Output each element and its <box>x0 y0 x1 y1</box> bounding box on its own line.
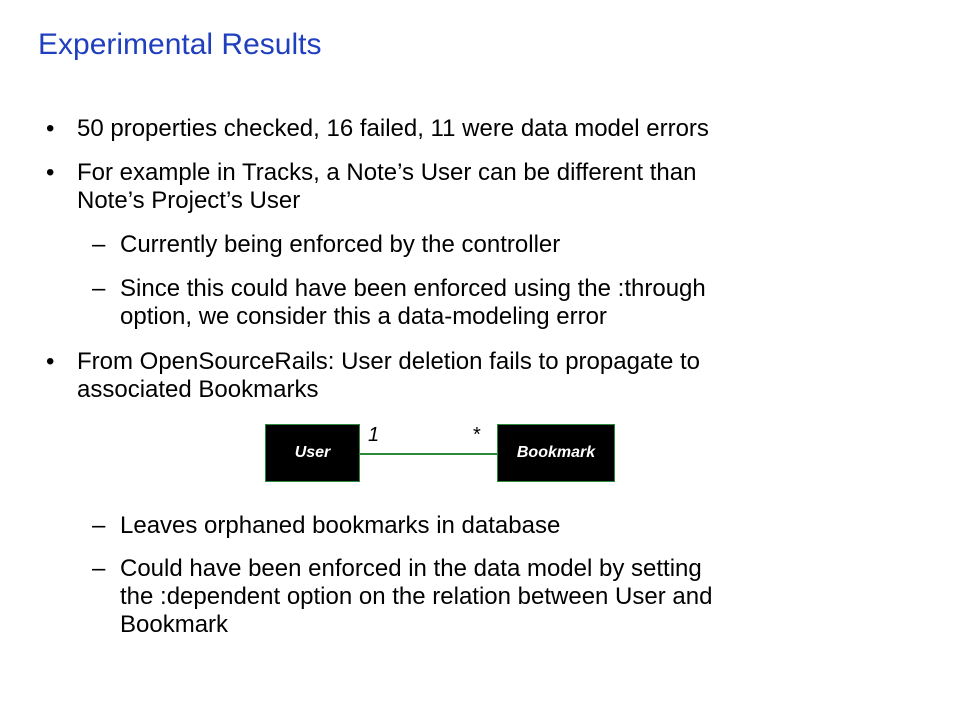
bullet-text-line-1: From OpenSourceRails: User deletion fails to propagate to <box>77 348 700 375</box>
sub-item-text: Leaves orphaned bookmarks in database <box>120 512 561 539</box>
sub-item-through-option <box>92 275 922 331</box>
sub-item-controller <box>92 231 922 259</box>
sub-item-text-line-3: Bookmark <box>120 611 229 638</box>
sub-item-text: Currently being enforced by the controller <box>120 231 561 258</box>
bullet-item-properties <box>46 115 922 143</box>
bullet-marker: • <box>46 348 55 375</box>
bullet-text-line-2: Note’s Project’s User <box>77 187 301 214</box>
bullet-item-opensourcerails <box>46 348 922 404</box>
uml-class-bookmark-label: Bookmark <box>516 444 596 461</box>
bullet-text-line-1: For example in Tracks, a Note’s User can be different than <box>77 159 697 186</box>
bullet-marker: • <box>46 115 55 142</box>
bullet-marker: • <box>46 159 55 186</box>
slide-title: Experimental Results <box>38 28 322 61</box>
association-line <box>360 453 497 455</box>
dash-marker: – <box>92 555 106 582</box>
dash-marker: – <box>92 275 106 302</box>
multiplicity-one: 1 <box>368 424 380 446</box>
bullet-text: 50 properties checked, 16 failed, 11 were data model errors <box>77 115 709 142</box>
uml-class-user <box>265 424 360 482</box>
dash-marker: – <box>92 512 106 539</box>
uml-association-diagram <box>265 424 625 484</box>
bullet-item-tracks-example <box>46 159 922 215</box>
uml-class-bookmark <box>497 424 615 482</box>
dash-marker: – <box>92 231 106 258</box>
sub-item-text-line-2: option, we consider this a data-modeling error <box>120 303 607 330</box>
multiplicity-many: * <box>473 424 481 446</box>
bullet-text-line-2: associated Bookmarks <box>77 376 319 403</box>
sub-item-dependent-option <box>92 555 922 639</box>
sub-item-text-line-1: Since this could have been enforced using the :through <box>120 275 706 302</box>
sub-item-text-line-1: Could have been enforced in the data model by setting <box>120 555 702 582</box>
sub-item-text-line-2: the :dependent option on the relation between User and <box>120 583 713 610</box>
uml-class-user-label: User <box>294 444 331 461</box>
sub-item-orphaned <box>92 512 922 540</box>
